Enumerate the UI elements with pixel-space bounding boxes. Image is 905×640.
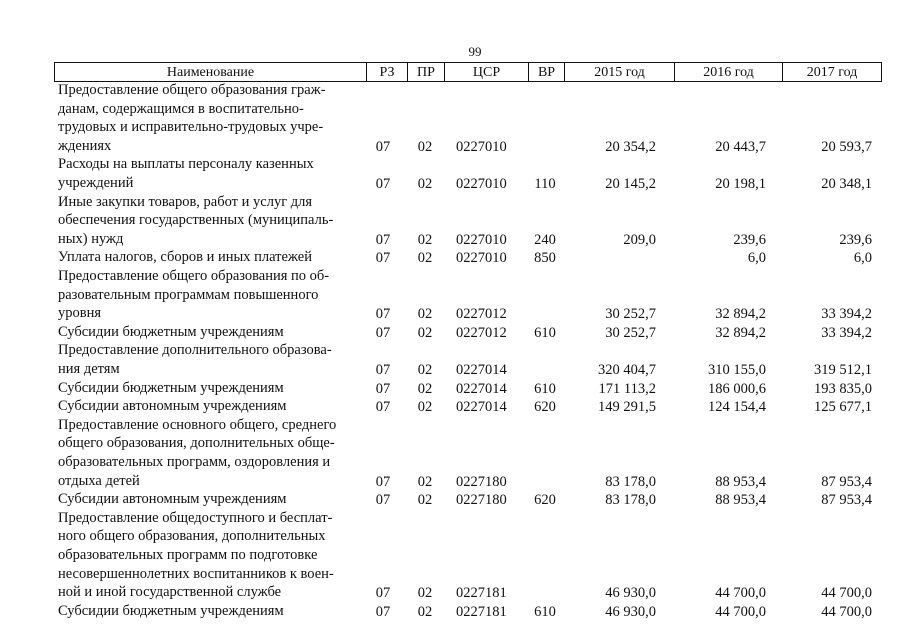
cell-2015: 30 252,7 (605, 324, 656, 341)
row-name (58, 81, 358, 155)
table-row (0, 490, 905, 509)
cell-pr: 02 (417, 361, 433, 378)
row-name-line: Иные закупки товаров, работ и услуг для (58, 193, 313, 210)
row-name-line: Предоставление общего образования по об- (58, 268, 330, 284)
cell-csr: 0227181 (456, 603, 507, 620)
cell-pr: 02 (417, 138, 433, 155)
header-2017: 2017 год (782, 63, 881, 81)
cell-vr: 620 (534, 399, 556, 416)
cell-2016: 20 198,1 (715, 175, 766, 192)
cell-2017: 20 593,7 (821, 138, 872, 155)
row-name (58, 341, 358, 378)
cell-csr: 0227014 (456, 380, 507, 397)
row-name (58, 509, 358, 602)
cell-2015: 209,0 (623, 231, 656, 248)
cell-rz: 07 (375, 473, 391, 490)
cell-2016: 32 894,2 (715, 306, 766, 323)
cell-2017: 44 700,0 (821, 585, 872, 602)
cell-rz: 07 (375, 306, 391, 323)
cell-2016: 186 000,6 (708, 380, 766, 397)
cell-rz: 07 (375, 603, 391, 620)
cell-2015: 20 145,2 (605, 175, 656, 192)
row-name (58, 193, 358, 249)
cell-2016: 124 154,4 (708, 399, 766, 416)
cell-pr: 02 (417, 306, 433, 323)
cell-csr: 0227010 (456, 138, 507, 155)
cell-2016: 44 700,0 (715, 585, 766, 602)
row-name (58, 416, 358, 490)
cell-2016: 20 443,7 (715, 138, 766, 155)
cell-2017: 33 394,2 (821, 306, 872, 323)
cell-pr: 02 (417, 603, 433, 620)
row-name (58, 379, 358, 398)
cell-csr: 0227010 (456, 231, 507, 248)
cell-2016: 44 700,0 (715, 603, 766, 620)
cell-2015: 83 178,0 (605, 473, 656, 490)
row-name-line: разовательным программам повышенного (58, 286, 319, 303)
row-name (58, 397, 358, 416)
cell-rz: 07 (375, 231, 391, 248)
table-row (0, 416, 905, 490)
row-name-line: ных) нужд (58, 230, 124, 247)
cell-2017: 87 953,4 (821, 473, 872, 490)
header-vr: ВР (528, 63, 564, 81)
row-name-line: учреждений (58, 174, 134, 191)
table-row (0, 397, 905, 416)
cell-csr: 0227014 (456, 399, 507, 416)
row-name-line: Предоставление общего образования граж- (58, 82, 326, 98)
cell-pr: 02 (417, 473, 433, 490)
row-name (58, 248, 358, 267)
cell-pr: 02 (417, 231, 433, 248)
cell-rz: 07 (375, 361, 391, 378)
cell-2017: 20 348,1 (821, 175, 872, 192)
cell-pr: 02 (417, 399, 433, 416)
cell-2015: 320 404,7 (598, 361, 656, 378)
cell-rz: 07 (375, 175, 391, 192)
header-pr: ПР (407, 63, 444, 81)
row-name-line: обеспечения государственных (муниципаль- (58, 212, 334, 229)
cell-csr: 0227014 (456, 361, 507, 378)
cell-2017: 125 677,1 (814, 399, 872, 416)
cell-2016: 6,0 (747, 250, 766, 267)
cell-2017: 87 953,4 (821, 492, 872, 509)
cell-2015: 46 930,0 (605, 603, 656, 620)
cell-pr: 02 (417, 175, 433, 192)
cell-csr: 0227012 (456, 324, 507, 341)
cell-2015: 46 930,0 (605, 585, 656, 602)
cell-csr: 0227180 (456, 492, 507, 509)
cell-2017: 33 394,2 (821, 324, 872, 341)
row-name (58, 155, 358, 192)
row-name-line: Субсидии автономным учреждениям (58, 491, 287, 508)
page-number: 99 (468, 44, 482, 59)
row-name-line: Предоставление дополнительного образова- (58, 342, 332, 359)
cell-vr: 610 (534, 324, 556, 341)
table-row (0, 602, 905, 621)
cell-vr: 610 (534, 380, 556, 397)
cell-csr: 0227010 (456, 175, 507, 192)
row-name-line: образовательных программ по подготовке (58, 546, 318, 563)
cell-rz: 07 (375, 399, 391, 416)
cell-2017: 193 835,0 (814, 380, 872, 397)
row-name-line: Расходы на выплаты персоналу казенных (58, 156, 314, 173)
header-2016: 2016 год (674, 63, 782, 81)
cell-rz: 07 (375, 138, 391, 155)
cell-pr: 02 (417, 585, 433, 602)
cell-rz: 07 (375, 250, 391, 267)
row-name-line: трудовых и исправительно-трудовых учре- (58, 119, 324, 136)
row-name-line: Уплата налогов, сборов и иных платежей (58, 249, 312, 266)
cell-csr: 0227180 (456, 473, 507, 490)
table-header (54, 62, 882, 82)
cell-pr: 02 (417, 250, 433, 267)
cell-2015: 83 178,0 (605, 492, 656, 509)
cell-2016: 88 953,4 (715, 492, 766, 509)
row-name-line: общего образования, дополнительных обще- (58, 435, 335, 452)
header-csr: ЦСР (444, 63, 528, 81)
table-row (0, 193, 905, 249)
cell-2015: 171 113,2 (598, 380, 656, 397)
row-name-line: Предоставление основного общего, среднего (58, 416, 337, 433)
table-row (0, 267, 905, 323)
header-rz: РЗ (366, 63, 407, 81)
cell-2017: 319 512,1 (814, 361, 872, 378)
cell-2015: 20 354,2 (605, 138, 656, 155)
table-row (0, 248, 905, 267)
cell-vr: 610 (534, 603, 556, 620)
header-2015: 2015 год (564, 63, 674, 81)
row-name-line: Субсидии бюджетным учреждениям (58, 379, 284, 396)
cell-rz: 07 (375, 492, 391, 509)
row-name-line: образовательных программ, оздоровления и (58, 453, 331, 470)
cell-2015: 149 291,5 (598, 399, 656, 416)
cell-pr: 02 (417, 492, 433, 509)
cell-vr: 850 (534, 250, 556, 267)
cell-2017: 6,0 (853, 250, 872, 267)
table-row (0, 323, 905, 342)
row-name (58, 267, 358, 323)
cell-2016: 88 953,4 (715, 473, 766, 490)
row-name-line: несовершеннолетних воспитанников к воен- (58, 565, 334, 582)
row-name (58, 323, 358, 342)
cell-vr: 620 (534, 492, 556, 509)
cell-pr: 02 (417, 324, 433, 341)
cell-vr: 110 (534, 175, 556, 192)
cell-rz: 07 (375, 324, 391, 341)
cell-2016: 310 155,0 (708, 361, 766, 378)
row-name-line: ной и иной государственной службе (58, 584, 282, 601)
table-row (0, 81, 905, 155)
table-row (0, 379, 905, 398)
row-name-line: Субсидии бюджетным учреждениям (58, 323, 284, 340)
row-name-line: ния детям (58, 360, 120, 377)
cell-rz: 07 (375, 380, 391, 397)
row-name (58, 490, 358, 509)
row-name (58, 602, 358, 621)
row-name-line: ного общего образования, дополнительных (58, 528, 326, 545)
row-name-line: Субсидии бюджетным учреждениям (58, 602, 284, 619)
cell-2016: 32 894,2 (715, 324, 766, 341)
table-row (0, 509, 905, 602)
row-name-line: ждениях (58, 137, 112, 154)
cell-vr: 240 (534, 231, 556, 248)
table-row (0, 155, 905, 192)
row-name-line: Субсидии автономным учреждениям (58, 398, 287, 415)
table-row (0, 341, 905, 378)
row-name-line: отдыха детей (58, 472, 140, 489)
cell-2016: 239,6 (733, 231, 766, 248)
cell-2017: 239,6 (839, 231, 872, 248)
header-name: Наименование (166, 65, 255, 80)
cell-csr: 0227012 (456, 306, 507, 323)
cell-2015: 30 252,7 (605, 306, 656, 323)
row-name-line: данам, содержащимся в воспитательно- (58, 100, 304, 117)
cell-csr: 0227010 (456, 250, 507, 267)
cell-pr: 02 (417, 380, 433, 397)
cell-2017: 44 700,0 (821, 603, 872, 620)
row-name-line: уровня (58, 305, 102, 322)
cell-csr: 0227181 (456, 585, 507, 602)
row-name-line: Предоставление общедоступного и бесплат- (58, 509, 333, 526)
cell-rz: 07 (375, 585, 391, 602)
